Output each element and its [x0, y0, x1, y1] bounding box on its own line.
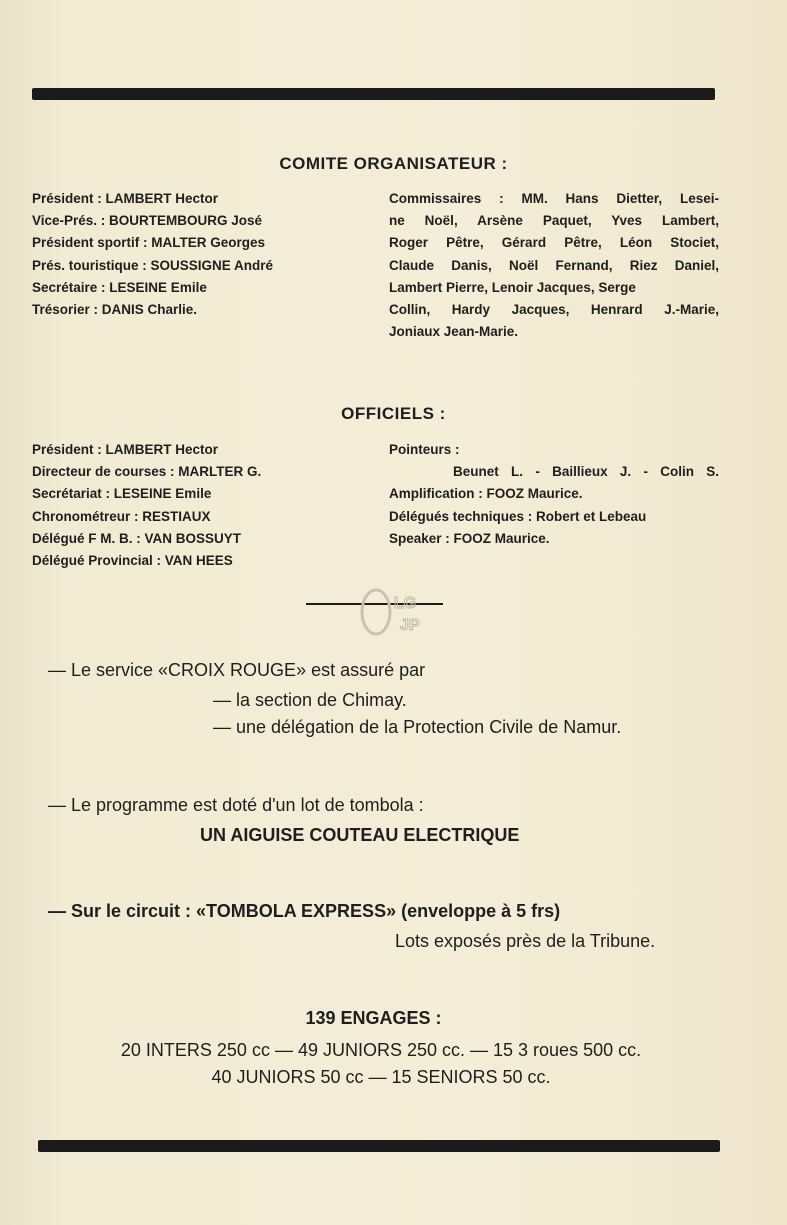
comite-left-column — [32, 188, 372, 321]
bottom-black-bar — [38, 1140, 720, 1152]
tombola-express-line: — Sur le circuit : «TOMBOLA EXPRESS» (enveloppe à 5 frs) — [48, 901, 561, 921]
officiels-right-line: Speaker : FOOZ Maurice. — [389, 530, 550, 546]
officiels-left-column — [32, 439, 372, 572]
officiels-left-line: Délégué Provincial : VAN HEES — [32, 553, 233, 569]
commissaires-line: ne Noël, Arsène Paquet, Yves Lambert, — [389, 213, 719, 229]
commissaires-line: Roger Pêtre, Gérard Pêtre, Léon Stociet, — [389, 235, 719, 251]
top-black-bar — [32, 88, 715, 100]
engages-heading: 139 ENGAGES : — [305, 1008, 442, 1028]
officiels-right-column — [389, 439, 719, 550]
comite-left-line: Secrétaire : LESEINE Emile — [32, 279, 207, 295]
officiels-right-line: Amplification : FOOZ Maurice. — [389, 486, 583, 502]
officiels-right-line: Délégués techniques : Robert et Lebeau — [389, 508, 647, 524]
comite-left-line: Président : LAMBERT Hector — [32, 191, 219, 206]
commissaires-line: Joniaux Jean-Marie. — [389, 324, 519, 340]
engages-line: 40 JUNIORS 50 cc — 15 SENIORS 50 cc. — [211, 1067, 551, 1087]
tombola-intro: — Le programme est doté d'un lot de tombola : — [48, 795, 424, 815]
officiels-heading: OFFICIELS : — [341, 404, 446, 423]
stamp-line-1: LG — [394, 595, 417, 612]
commissaires-line: Collin, Hardy Jacques, Henrard J.-Marie, — [389, 302, 719, 318]
officiels-left-line: Chronométreur : RESTIAUX — [32, 508, 211, 524]
officiels-left-line: Secrétariat : LESEINE Emile — [32, 486, 212, 502]
pointeurs-names: Beunet L. - Baillieux J. - Colin S. — [453, 464, 719, 480]
croix-rouge-item: — la section de Chimay. — [213, 690, 407, 710]
croix-rouge-item: — une délégation de la Protection Civile de Namur. — [213, 717, 622, 737]
tombola-prize: UN AIGUISE COUTEAU ELECTRIQUE — [200, 825, 520, 845]
commissaires-line: Lambert Pierre, Lenoir Jacques, Serge — [389, 279, 636, 295]
comite-left-line: Vice-Prés. : BOURTEMBOURG José — [32, 213, 263, 229]
comite-left-line: Prés. touristique : SOUSSIGNE André — [32, 257, 274, 273]
tombola-express-sub: Lots exposés près de la Tribune. — [395, 931, 656, 951]
officiels-left-line: Président : LAMBERT Hector — [32, 442, 219, 457]
stamp-line-2: JP — [400, 617, 420, 634]
comite-left-line: Président sportif : MALTER Georges — [32, 235, 266, 251]
pointeurs-label: Pointeurs : — [389, 442, 460, 457]
commissaires-line: Claude Danis, Noël Fernand, Riez Daniel, — [389, 257, 719, 273]
croix-rouge-intro: — Le service «CROIX ROUGE» est assuré par — [48, 660, 426, 680]
lg-jp-stamp — [356, 584, 432, 640]
commissaires-line: Commissaires : MM. Hans Dietter, Lesei- — [389, 191, 719, 206]
officiels-left-line: Délégué F M. B. : VAN BOSSUYT — [32, 530, 242, 546]
comite-right-column — [389, 188, 719, 343]
comite-left-line: Trésorier : DANIS Charlie. — [32, 302, 198, 318]
engages-line: 20 INTERS 250 cc — 49 JUNIORS 250 cc. — 15 3 roues 500 cc. — [120, 1040, 642, 1060]
officiels-left-line: Directeur de courses : MARLTER G. — [32, 464, 262, 480]
comite-heading: COMITE ORGANISATEUR : — [279, 154, 508, 173]
